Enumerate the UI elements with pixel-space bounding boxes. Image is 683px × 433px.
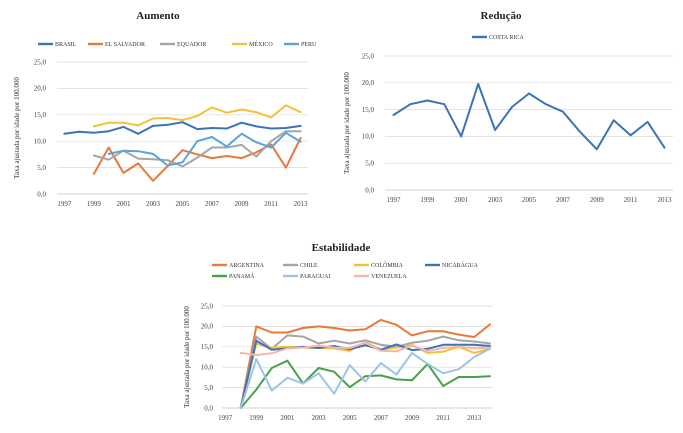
data-point	[427, 330, 429, 332]
data-point	[664, 147, 666, 149]
data-point	[489, 323, 491, 325]
data-point	[300, 130, 302, 132]
series-el-salvador	[93, 137, 302, 182]
data-point	[270, 147, 272, 149]
data-point	[255, 151, 257, 153]
data-point	[152, 153, 154, 155]
data-point	[511, 106, 513, 108]
series-peru	[108, 132, 302, 167]
y-tick-label: 5,0	[204, 383, 213, 392]
data-point	[63, 133, 65, 135]
x-tick-label: 1997	[57, 200, 72, 208]
series-line	[109, 133, 301, 166]
y-tick-label: 0,0	[37, 190, 46, 199]
data-point	[300, 125, 302, 127]
legend-label: PERU	[301, 42, 317, 49]
data-point	[630, 134, 632, 136]
data-point	[123, 150, 125, 152]
data-point	[364, 328, 366, 330]
data-point	[270, 140, 272, 142]
data-point	[613, 119, 615, 121]
data-point	[396, 350, 398, 352]
x-tick-label: 2011	[623, 196, 638, 204]
data-point	[411, 342, 413, 344]
x-tick-label: 2005	[342, 414, 357, 422]
data-point	[255, 336, 257, 338]
legend-item	[88, 42, 145, 48]
data-point	[473, 344, 475, 346]
data-point	[396, 374, 398, 376]
data-point	[333, 340, 335, 342]
data-point	[196, 154, 198, 156]
data-point	[442, 347, 444, 349]
data-point	[287, 360, 289, 362]
chart-redução	[343, 10, 673, 204]
data-point	[596, 148, 598, 150]
data-point	[226, 112, 228, 114]
data-point	[152, 125, 154, 127]
data-point	[545, 103, 547, 105]
data-point	[411, 345, 413, 347]
legend-item	[232, 40, 273, 48]
data-point	[108, 153, 110, 155]
y-tick-label: 15,0	[361, 105, 374, 114]
data-point	[93, 132, 95, 134]
legend-item	[283, 263, 318, 269]
legend-label: PANAMÁ	[229, 274, 255, 281]
series-line	[94, 131, 301, 166]
data-point	[396, 347, 398, 349]
legend-item	[354, 274, 407, 280]
data-point	[300, 137, 302, 139]
data-point	[427, 348, 429, 350]
x-tick-label: 1997	[218, 414, 233, 422]
y-tick-label: 25,0	[33, 58, 46, 67]
data-point	[647, 121, 649, 123]
data-point	[271, 352, 273, 354]
legend-label: VENEZUELA	[371, 274, 407, 281]
data-point	[78, 131, 80, 133]
x-tick-label: 2013	[657, 196, 672, 204]
data-point	[123, 122, 125, 124]
data-point	[473, 376, 475, 378]
data-point	[196, 115, 198, 117]
data-point	[241, 133, 243, 135]
chart-title: Aumento	[136, 10, 180, 22]
y-tick-label: 20,0	[361, 79, 374, 88]
data-point	[318, 347, 320, 349]
data-point	[270, 143, 272, 145]
data-point	[411, 352, 413, 354]
data-point	[255, 326, 257, 328]
legend-label: EL SALVADOR	[105, 42, 145, 49]
data-point	[494, 129, 496, 131]
y-tick-label: 10,0	[33, 137, 46, 146]
legend-label: COLÔMBIA	[371, 263, 404, 270]
data-point	[458, 376, 460, 378]
data-point	[285, 130, 287, 132]
data-point	[241, 144, 243, 146]
x-tick-label: 2009	[234, 200, 249, 208]
data-point	[349, 386, 351, 388]
data-point	[287, 377, 289, 379]
data-point	[333, 393, 335, 395]
data-point	[333, 371, 335, 373]
data-point	[473, 336, 475, 338]
data-point	[473, 356, 475, 358]
data-point	[318, 343, 320, 345]
data-point	[123, 126, 125, 128]
data-point	[458, 344, 460, 346]
data-point	[473, 341, 475, 343]
data-point	[226, 155, 228, 157]
series-line	[241, 349, 490, 408]
data-point	[380, 362, 382, 364]
data-point	[411, 349, 413, 351]
data-point	[182, 119, 184, 121]
legend-item	[212, 272, 255, 280]
data-point	[287, 334, 289, 336]
chart-title: Estabilidade	[311, 242, 371, 254]
data-point	[364, 342, 366, 344]
legend-label: CHILE	[300, 263, 318, 270]
data-point	[458, 339, 460, 341]
data-point	[442, 336, 444, 338]
data-point	[108, 122, 110, 124]
y-tick-label: 15,0	[33, 111, 46, 120]
data-point	[93, 126, 95, 128]
data-point	[300, 141, 302, 143]
data-point	[137, 150, 139, 152]
chart-title: Redução	[480, 10, 522, 22]
data-point	[285, 132, 287, 134]
data-point	[442, 330, 444, 332]
data-point	[241, 109, 243, 111]
data-point	[285, 104, 287, 106]
y-tick-label: 0,0	[204, 404, 213, 413]
data-point	[349, 347, 351, 349]
legend-item	[425, 261, 479, 269]
data-point	[137, 162, 139, 164]
data-point	[458, 346, 460, 348]
data-point	[93, 173, 95, 175]
x-tick-label: 2001	[280, 414, 295, 422]
data-point	[182, 121, 184, 123]
data-point	[152, 158, 154, 160]
data-point	[442, 344, 444, 346]
x-tick-label: 2011	[264, 200, 278, 208]
legend-label: COSTA RICA	[489, 35, 524, 42]
data-point	[426, 100, 428, 102]
data-point	[167, 117, 169, 119]
data-point	[302, 327, 304, 329]
legend-label: BRASIL	[55, 42, 77, 49]
x-tick-label: 2005	[522, 196, 536, 204]
data-point	[458, 334, 460, 336]
x-tick-label: 1997	[386, 196, 401, 204]
data-point	[167, 124, 169, 126]
data-point	[427, 340, 429, 342]
legend-item	[160, 42, 206, 48]
data-point	[211, 127, 213, 129]
data-point	[458, 368, 460, 370]
data-point	[255, 141, 257, 143]
data-point	[411, 334, 413, 336]
data-point	[211, 107, 213, 109]
data-point	[255, 358, 257, 360]
data-point	[442, 351, 444, 353]
data-point	[579, 131, 581, 133]
x-tick-label: 2007	[373, 414, 388, 422]
data-point	[393, 114, 395, 116]
data-point	[349, 330, 351, 332]
data-point	[137, 124, 139, 126]
data-point	[271, 367, 273, 369]
data-point	[108, 159, 110, 161]
x-tick-label: 2013	[467, 414, 482, 422]
data-point	[152, 180, 154, 182]
x-tick-label: 2009	[405, 414, 420, 422]
x-tick-label: 2007	[555, 196, 570, 204]
legend-label: ARGENTINA	[229, 263, 264, 270]
y-tick-label: 20,0	[33, 84, 46, 93]
data-point	[442, 372, 444, 374]
data-point	[380, 319, 382, 321]
data-point	[137, 133, 139, 135]
data-point	[196, 128, 198, 130]
data-point	[411, 379, 413, 381]
data-point	[255, 340, 257, 342]
x-tick-label: 2001	[116, 200, 131, 208]
x-tick-label: 1999	[86, 200, 101, 208]
chart-estabilidade	[183, 242, 493, 422]
y-tick-label: 10,0	[361, 132, 374, 141]
data-point	[460, 136, 462, 138]
data-point	[182, 166, 184, 168]
data-point	[196, 140, 198, 142]
x-tick-label: 2003	[311, 414, 326, 422]
data-point	[167, 165, 169, 167]
x-tick-label: 2007	[205, 200, 220, 208]
data-point	[211, 157, 213, 159]
x-tick-label: 2003	[488, 196, 503, 204]
x-tick-label: 2009	[589, 196, 604, 204]
data-point	[270, 128, 272, 130]
y-tick-label: 0,0	[365, 186, 374, 195]
data-point	[364, 375, 366, 377]
x-tick-label: 2013	[293, 200, 308, 208]
legend-item	[38, 42, 77, 48]
data-point	[271, 390, 273, 392]
data-point	[287, 348, 289, 350]
data-point	[333, 327, 335, 329]
data-point	[137, 158, 139, 160]
y-tick-label: 10,0	[200, 363, 213, 372]
data-point	[241, 122, 243, 124]
series-argentina	[240, 319, 491, 409]
data-point	[427, 352, 429, 354]
legend-item	[472, 35, 524, 41]
data-point	[226, 146, 228, 148]
data-point	[333, 347, 335, 349]
data-point	[108, 130, 110, 132]
data-point	[182, 149, 184, 151]
series-costa-rica	[393, 83, 666, 150]
data-point	[489, 347, 491, 349]
data-point	[396, 324, 398, 326]
data-point	[300, 111, 302, 113]
data-point	[211, 147, 213, 149]
data-point	[255, 156, 257, 158]
chart-aumento	[13, 10, 317, 208]
series-line	[94, 138, 301, 181]
data-point	[196, 157, 198, 159]
data-point	[255, 111, 257, 113]
y-axis-label: Taxa ajustada por idade por 100.000	[13, 77, 21, 179]
data-point	[270, 117, 272, 119]
data-point	[443, 103, 445, 105]
y-axis-label: Taxa ajustada por idade por 100.000	[343, 72, 351, 174]
data-point	[182, 161, 184, 163]
legend-item	[283, 274, 330, 280]
data-point	[380, 344, 382, 346]
data-point	[167, 159, 169, 161]
series-nicarágua	[240, 340, 491, 409]
data-point	[240, 407, 242, 409]
series-line	[241, 320, 490, 408]
data-point	[123, 172, 125, 174]
data-point	[255, 389, 257, 391]
data-point	[477, 83, 479, 85]
data-point	[271, 349, 273, 351]
data-point	[410, 103, 412, 105]
x-tick-label: 2003	[145, 200, 160, 208]
data-point	[396, 343, 398, 345]
data-point	[318, 372, 320, 374]
data-point	[302, 347, 304, 349]
data-point	[318, 367, 320, 369]
legend-item	[354, 261, 404, 269]
y-tick-label: 5,0	[365, 159, 374, 168]
data-point	[287, 332, 289, 334]
data-point	[442, 385, 444, 387]
legend-label: PARAGUAI	[300, 274, 331, 281]
x-tick-label: 2005	[175, 200, 190, 208]
data-point	[528, 93, 530, 95]
y-tick-label: 25,0	[361, 52, 374, 61]
data-point	[226, 128, 228, 130]
data-point	[241, 157, 243, 159]
data-point	[255, 354, 257, 356]
data-point	[349, 350, 351, 352]
x-tick-label: 1999	[249, 414, 264, 422]
data-point	[152, 118, 154, 120]
data-point	[349, 343, 351, 345]
series-equador	[93, 130, 302, 167]
series-paraguai	[240, 348, 491, 409]
data-point	[349, 364, 351, 366]
legend-label: MÉXICO	[249, 42, 273, 49]
data-point	[302, 383, 304, 385]
y-tick-label: 25,0	[200, 302, 213, 311]
data-point	[108, 147, 110, 149]
data-point	[380, 350, 382, 352]
x-tick-label: 2001	[454, 196, 469, 204]
data-point	[240, 352, 242, 354]
x-tick-label: 1999	[420, 196, 435, 204]
legend-item	[212, 263, 265, 269]
y-tick-label: 5,0	[37, 163, 46, 172]
data-point	[562, 111, 564, 113]
data-point	[285, 167, 287, 169]
legend-label: NICARÁGUA	[442, 263, 478, 270]
series-brasil	[63, 121, 301, 134]
y-tick-label: 15,0	[200, 343, 213, 352]
data-point	[211, 136, 213, 138]
data-point	[489, 343, 491, 345]
data-point	[427, 363, 429, 365]
y-tick-label: 20,0	[200, 322, 213, 331]
data-point	[380, 374, 382, 376]
data-point	[318, 326, 320, 328]
data-point	[93, 155, 95, 157]
data-point	[271, 332, 273, 334]
data-point	[427, 350, 429, 352]
series-méxico	[93, 104, 302, 127]
data-point	[364, 344, 366, 346]
x-tick-label: 2011	[436, 414, 451, 422]
data-point	[473, 352, 475, 354]
data-point	[318, 345, 320, 347]
y-axis-label: Taxa ajustada por idade por 100.000	[183, 306, 191, 408]
legend-label: EQUADOR	[177, 42, 207, 49]
legend-item	[284, 42, 317, 48]
data-point	[489, 375, 491, 377]
data-point	[396, 379, 398, 381]
data-point	[285, 127, 287, 129]
data-point	[255, 126, 257, 128]
data-point	[364, 381, 366, 383]
data-point	[302, 336, 304, 338]
data-point	[473, 348, 475, 350]
